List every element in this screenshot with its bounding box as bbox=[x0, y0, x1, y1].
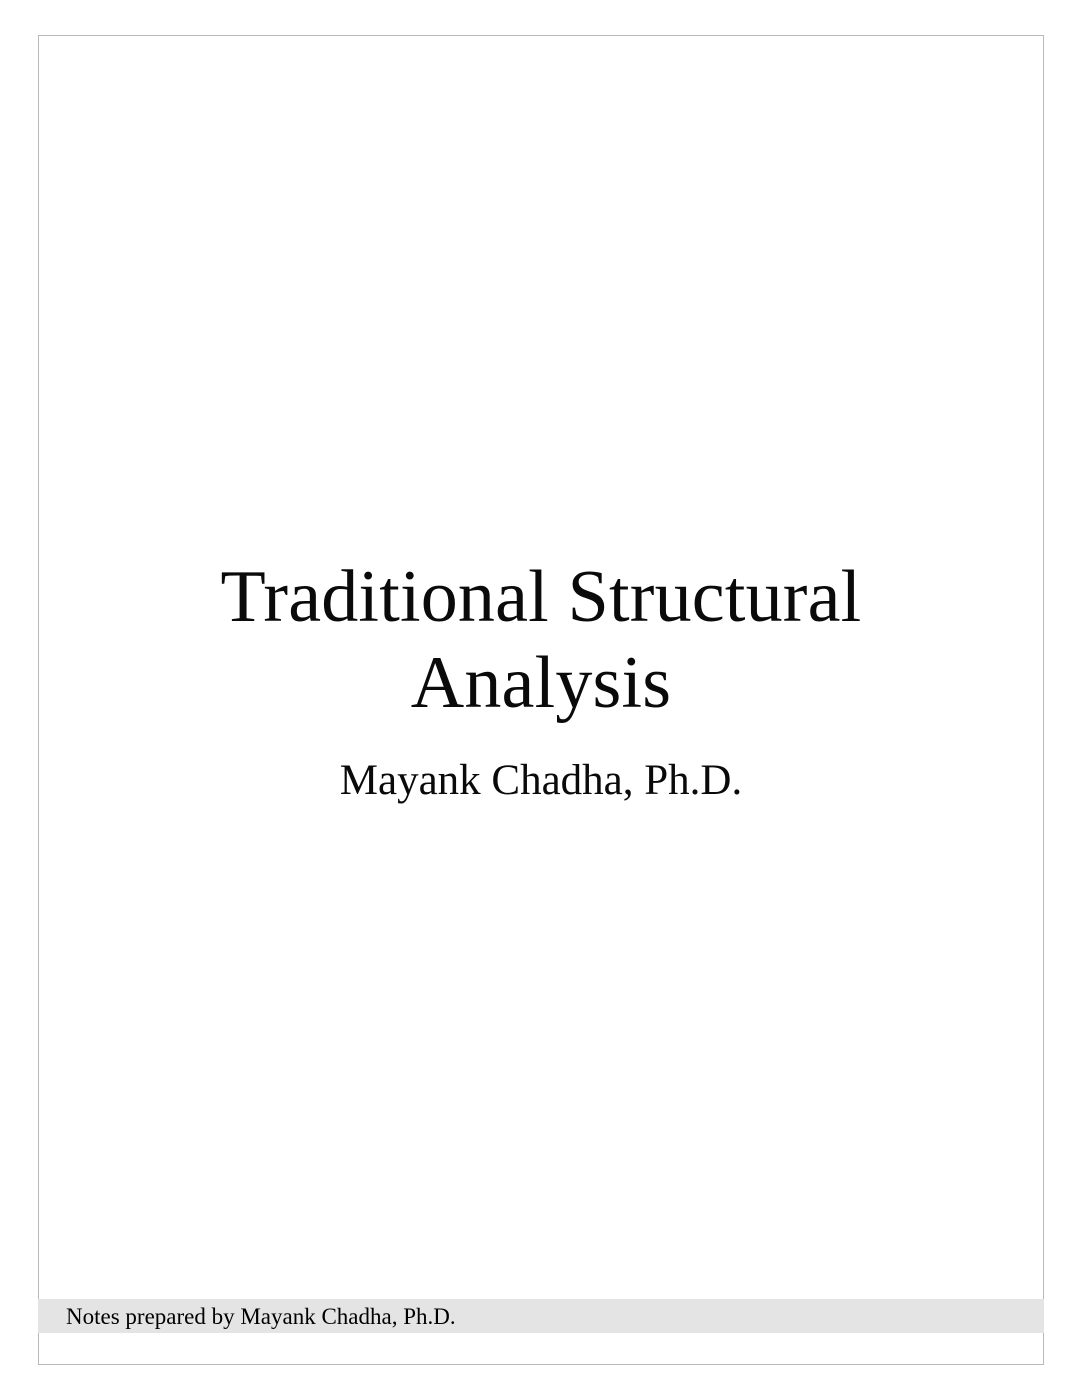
title-block bbox=[38, 555, 1044, 806]
author-name: Mayank Chadha, Ph.D. bbox=[339, 756, 743, 804]
footer-note: Notes prepared by Mayank Chadha, Ph.D. bbox=[66, 1303, 456, 1329]
footer bbox=[38, 1299, 1044, 1333]
page-title: Traditional Structural Analysis bbox=[220, 556, 862, 724]
page-content-area bbox=[38, 35, 1044, 1365]
